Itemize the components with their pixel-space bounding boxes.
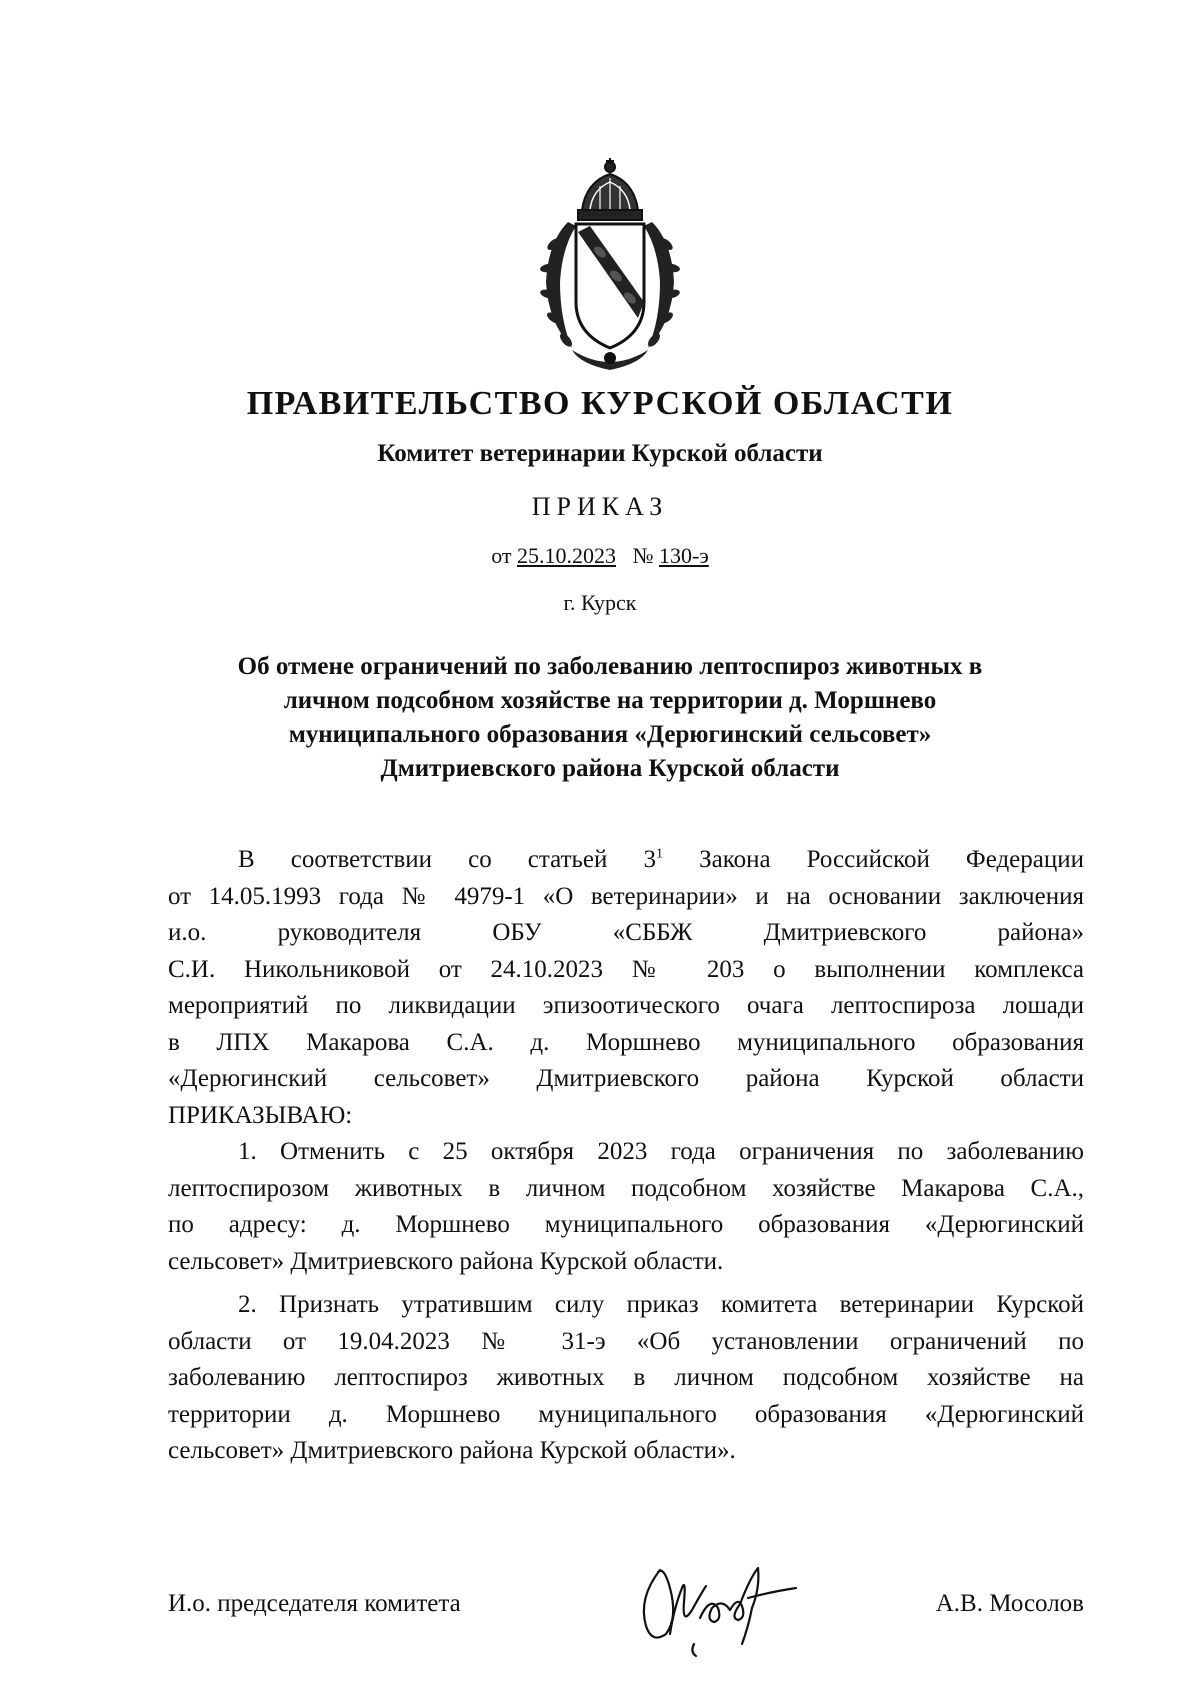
subject-line: Дмитриевского района Курской области [380,755,840,782]
subject-line: Об отмене ограничений по заболеванию лептоспироз животных в [237,653,983,680]
document-body [168,842,1084,1470]
order-date: 25.10.2023 [517,543,617,568]
order-number: 130-э [659,543,709,568]
body-line: в ЛПХ Макарова С.А. д. Моршнево муниципального образования [168,1028,1084,1056]
date-prefix: от [491,543,512,568]
item-2-line: территории д. Моршнево муниципального образования «Дерюгинский [168,1400,1084,1428]
article-superscript: 1 [655,846,663,862]
item-1-line: лептоспирозом животных в личном подсобном хозяйстве Макарова С.А., [168,1174,1084,1202]
document-type: ПРИКАЗ [531,492,669,521]
subject-line: муниципального образования «Дерюгинский сельсовет» [288,721,932,748]
body-line: С.И. Никольниковой от 24.10.2023 № 203 о выполнении комплекса [168,955,1084,983]
body-line: и.о. руководителя ОБУ «СББЖ Дмитриевского района» [168,919,1084,946]
item-1-line: по адресу: д. Моршнево муниципального образования «Дерюгинский [168,1211,1084,1238]
item-2-line: сельсовет» Дмитриевского района Курской области». [168,1437,736,1464]
committee-name: Комитет ветеринарии Курской области [377,440,823,467]
order-date-number [0,543,1200,569]
subject-line: личном подсобном хозяйстве на территории д. Моршнево [283,687,937,714]
item-1-line: 1. Отменить с 25 октября 2023 года ограничения по заболеванию [238,1138,1084,1165]
city: г. Курск [563,590,637,615]
signatory-name: А.В. Мосолов [935,1590,1084,1617]
signatory-position: И.о. председателя комитета [168,1590,461,1617]
body-line: от 14.05.1993 года № 4979-1 «О ветеринарии» и на основании заключения [168,882,1084,910]
item-2-line: 2. Признать утратившим силу приказ комитета ветеринарии Курской [238,1291,1084,1318]
preamble-text: Закона Российской Федерации [662,846,1085,873]
government-title: ПРАВИТЕЛЬСТВО КУРСКОЙ ОБЛАСТИ [246,385,954,422]
handwritten-signature-icon [630,1548,860,1658]
body-line: «Дерюгинский сельсовет» Дмитриевского района Курской области [168,1065,1084,1092]
item-1-line: сельсовет» Дмитриевского района Курской области. [168,1247,724,1275]
document-subject [170,650,1050,786]
item-2-line: области от 19.04.2023 № 31-э «Об установлении ограничений по [168,1327,1084,1355]
preamble-text: В соответствии со статьей 3 [238,846,656,873]
kursk-coat-of-arms-icon [520,152,700,382]
body-line: мероприятий по ликвидации эпизоотического очага лептоспироза лошади [168,992,1084,1019]
body-line: ПРИКАЗЫВАЮ: [168,1101,353,1129]
number-prefix: № [632,543,654,568]
body-line [168,842,1084,879]
item-2-line: заболеванию лептоспироз животных в личном подсобном хозяйстве на [168,1364,1084,1391]
